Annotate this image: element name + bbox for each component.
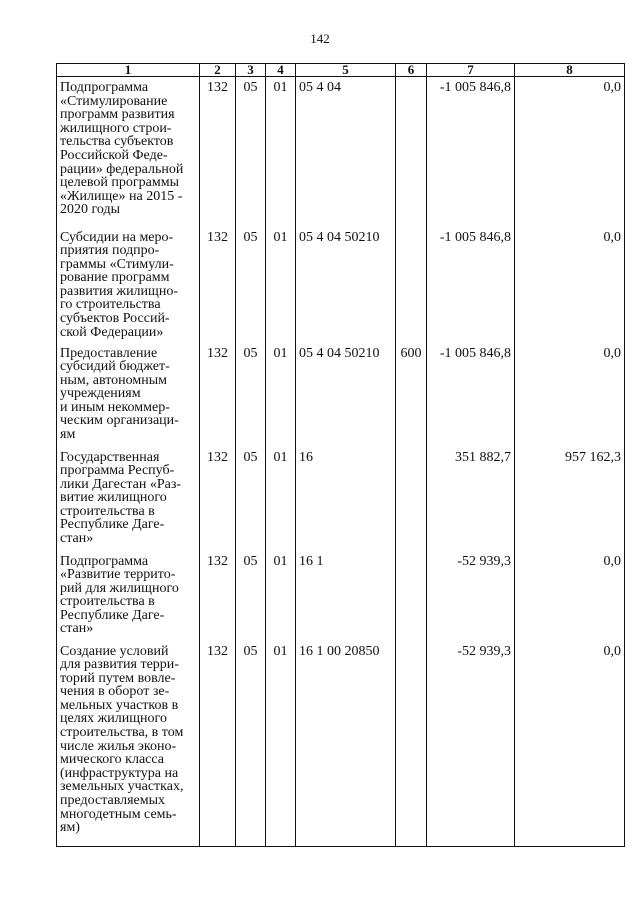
code-cell-5: 16 1 00 20850 [296,641,396,847]
table-row [57,343,625,447]
row-name-line: стан» [60,531,94,547]
table-header-row [57,64,625,77]
code-cell-2: 132 [200,447,236,551]
row-name-line: рации» федеральной [60,161,184,177]
code-cell-4: 01 [266,227,296,343]
amount-cell-7: -52 939,3 [427,551,515,641]
header-col-8: 8 [515,64,625,77]
amount-cell-8: 957 162,3 [515,447,625,551]
amount-cell-8: 0,0 [515,551,625,641]
code-cell-3: 05 [236,641,266,847]
code-cell-5: 16 [296,447,396,551]
row-name-line: ям [60,427,76,443]
row-name-line: строительства, в том [60,725,184,741]
code-cell-6 [396,641,427,847]
row-name-line: для развития терри- [60,657,179,673]
row-name-line: мельных участков в [60,697,179,713]
amount-cell-7: -52 939,3 [427,641,515,847]
code-cell-4: 01 [266,551,296,641]
row-name-line: Субсидии на меро- [60,229,174,245]
row-name-line: развития жилищно- [60,283,178,299]
row-name-line: и иным некоммер- [60,399,170,415]
row-name-line: Подпрограмма [60,553,149,569]
row-name-line: многодетным семь- [60,806,177,822]
code-cell-2: 132 [200,551,236,641]
code-cell-6 [396,227,427,343]
code-cell-3: 05 [236,343,266,447]
amount-cell-7: 351 882,7 [427,447,515,551]
row-name-line: «Стимулирование [60,93,168,109]
code-cell-5: 05 4 04 50210 [296,343,396,447]
row-name-line: Республике Даге- [60,517,165,533]
row-name-line: строительства в [60,594,155,610]
code-cell-4: 01 [266,343,296,447]
header-col-1: 1 [57,64,200,77]
row-name-line: ской Федерации» [60,324,164,340]
table-row [57,77,625,227]
row-name-line: «Жилище» на 2015 - [60,188,183,204]
code-cell-3: 05 [236,227,266,343]
amount-cell-8: 0,0 [515,343,625,447]
row-name-cell [57,551,200,641]
row-name-line: ным, автономным [60,372,168,388]
header-col-4: 4 [266,64,296,77]
row-name-line: го строительства [60,297,161,313]
amount-cell-7: -1 005 846,8 [427,77,515,227]
code-cell-6 [396,447,427,551]
row-name-cell [57,641,200,847]
code-cell-2: 132 [200,77,236,227]
row-name-cell [57,227,200,343]
row-name-line: приятия подпро- [60,243,160,259]
amount-cell-8: 0,0 [515,641,625,847]
code-cell-2: 132 [200,227,236,343]
row-name-line: Государственная [60,449,160,465]
header-col-3: 3 [236,64,266,77]
row-name-line: Подпрограмма [60,80,149,95]
row-name-line: мического класса [60,752,164,768]
row-name-line: 2020 годы [60,202,121,218]
code-cell-4: 01 [266,77,296,227]
row-name-line: числе жилья эконо- [60,738,177,754]
amount-cell-8: 0,0 [515,227,625,343]
row-name-line: целевой программы [60,175,179,191]
code-cell-6: 600 [396,343,427,447]
row-name-line: рий для жилищного [60,580,179,596]
code-cell-6 [396,77,427,227]
budget-table [56,63,625,847]
row-name-line: чения в оборот зе- [60,684,170,700]
row-name-line: тельства субъектов [60,134,174,150]
amount-cell-7: -1 005 846,8 [427,227,515,343]
row-name-line: предоставляемых [60,793,166,809]
row-name-cell [57,77,200,227]
header-col-7: 7 [427,64,515,77]
row-name-line: ям) [60,820,80,836]
code-cell-6 [396,551,427,641]
code-cell-3: 05 [236,551,266,641]
code-cell-2: 132 [200,343,236,447]
row-name-cell [57,343,200,447]
header-col-6: 6 [396,64,427,77]
page-number: 142 [310,31,330,46]
row-name-line: «Развитие террито- [60,567,176,583]
row-name-line: стан» [60,621,94,637]
code-cell-5: 05 4 04 50210 [296,227,396,343]
row-name-line: витие жилищного [60,490,167,506]
code-cell-5: 16 1 [296,551,396,641]
table-body [57,77,625,847]
row-name-line: строительства в [60,503,155,519]
table-row [57,551,625,641]
row-name-line: торий путем вовле- [60,670,176,686]
row-name-line: субъектов Россий- [60,311,170,327]
row-name-line: граммы «Стимули- [60,256,174,272]
row-name-line: ческим организаци- [60,413,179,429]
table-row [57,447,625,551]
row-name-line: программ развития [60,107,175,123]
code-cell-3: 05 [236,447,266,551]
row-name-line: жилищного строи- [60,120,172,136]
code-cell-4: 01 [266,447,296,551]
code-cell-2: 132 [200,641,236,847]
code-cell-5: 05 4 04 [296,77,396,227]
row-name-line: целях жилищного [60,711,167,727]
row-name-line: Российской Феде- [60,147,168,163]
amount-cell-7: -1 005 846,8 [427,343,515,447]
row-name-line: (инфраструктура на [60,765,179,781]
code-cell-4: 01 [266,641,296,847]
amount-cell-8: 0,0 [515,77,625,227]
row-name-line: субсидий бюджет- [60,359,170,375]
row-name-line: рование программ [60,270,170,286]
row-name-line: учреждениям [60,386,141,402]
row-name-cell [57,447,200,551]
code-cell-3: 05 [236,77,266,227]
table-row [57,227,625,343]
table-row [57,641,625,847]
row-name-line: земельных участках, [60,779,184,795]
row-name-line: лики Дагестан «Раз- [60,476,182,492]
row-name-line: Предоставление [60,345,158,361]
header-col-5: 5 [296,64,396,77]
header-col-2: 2 [200,64,236,77]
row-name-line: Республике Даге- [60,607,165,623]
row-name-line: Создание условий [60,643,169,659]
row-name-line: программа Респуб- [60,463,175,479]
